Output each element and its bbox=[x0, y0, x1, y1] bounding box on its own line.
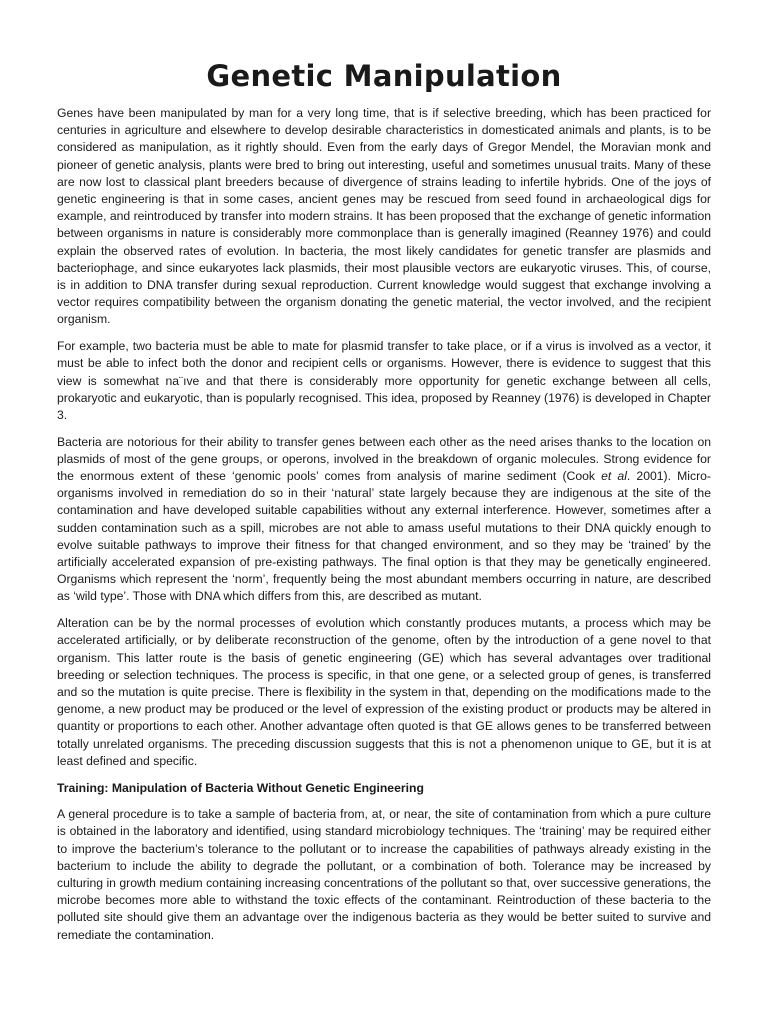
paragraph-3 bbox=[57, 434, 711, 606]
page-title: Genetic Manipulation bbox=[206, 59, 562, 93]
section-heading: Training: Manipulation of Bacteria Without Genetic Engineering bbox=[57, 780, 424, 795]
paragraph-2: For example, two bacteria must be able to mate for plasmid transfer to take place, or if a virus is involved as a vector, it must be able to infect both the donor and recipient cells or organisms. However, there is evidence to suggest that this view is somewhat na¨ıve and that there is considerably more opportunity for genetic exchange between all cells, prokaryotic and eukaryotic, than is popularly recognised. This idea, proposed by Reanney (1976) is developed in Chapter 3. bbox=[57, 339, 711, 422]
paragraph-4: Alteration can be by the normal processes of evolution which constantly produces mutants, a process which may be accelerated artificially, or by deliberate reconstruction of the genome, often by the introduction of a gene novel to that organism. This latter route is the basis of genetic engineering (GE) which has several advantages over traditional breeding or selection techniques. The process is specific, in that one gene, or a selected group of genes, is transferred and so the mutation is quite precise. There is flexibility in the system in that, depending on the modifications made to the genome, a new product may be produced or the level of expression of the existing product or products may be altered in quantity or proportions to each other. Another advantage often quoted is that GE allows genes to be transferred between totally unrelated organisms. The preceding discussion suggests that this is not a phenomenon unique to GE, but it is at least defined and specific. bbox=[57, 616, 711, 768]
paragraph-3-text-b: . 2001). Micro-organisms involved in remediation do so in their ‘natural’ state largely because they are indigenous at the site of the contamination and have developed suitable capabilities without any external interference. However, sometimes after a sudden contamination such as a spill, microbes are not able to amass useful mutations to their DNA quickly enough to evolve suitable pathways to improve their fitness for that changed environment, and so they may be ‘trained’ by the artificially accelerated expansion of pre-existing pathways. The final option is that they may be genetically engineered. Organisms which represent the ‘norm’, frequently being the most abundant members occurring in nature, are described as ‘wild type’. Those with DNA which differs from this, are described as mutant. bbox=[57, 469, 711, 604]
paragraph-1: Genes have been manipulated by man for a very long time, that is if selective breeding, which has been practiced for centuries in agriculture and elsewhere to develop desirable characteristics in domesticated animals and plants, is to be considered as manipulation, as it rightly should. Even from the early days of Gregor Mendel, the Moravian monk and pioneer of genetic analysis, plants were bred to bring out interesting, useful and sometimes unusual traits. Many of these are now lost to classical plant breeders because of divergence of strains leading to infertile hybrids. One of the joys of genetic engineering is that in some cases, ancient genes may be rescued from seed found in archaeological digs for example, and reintroduced by transfer into modern strains. It has been proposed that the exchange of genetic information between organisms in nature is considerably more commonplace than is generally imagined (Reanney 1976) and could explain the observed rates of evolution. In bacteria, the most likely candidates for genetic transfer are plasmids and bacteriophage, and since eukaryotes lack plasmids, their most plausible vectors are eukaryotic viruses. This, of course, is in addition to DNA transfer during sexual reproduction. Current knowledge would suggest that exchange involving a vector requires compatibility between the organism donating the genetic material, the vector involved, and the recipient organism. bbox=[57, 106, 711, 327]
document-page bbox=[57, 56, 711, 953]
citation-et-al: et al bbox=[601, 469, 627, 484]
paragraph-5: A general procedure is to take a sample of bacteria from, at, or near, the site of contamination from which a pure culture is obtained in the laboratory and identified, using standard microbiology techniques. The ‘training’ may be required either to improve the bacterium’s tolerance to the pollutant or to increase the capabilities of pathways already existing in the bacterium to include the ability to degrade the pollutant, or a combination of both. Tolerance may be increased by culturing in growth medium containing increasing concentrations of the pollutant so that, over successive generations, the microbe becomes more able to withstand the toxic effects of the contaminant. Reintroduction of these bacteria to the polluted site should give them an advantage over the indigenous bacteria as they would be better suited to survive and remediate the contamination. bbox=[57, 807, 711, 942]
paragraph-3-text-a: Bacteria are notorious for their ability to transfer genes between each other as the need arises thanks to the location on plasmids of most of the gene groups, or operons, involved in the breakdown of organic molecules. Strong evidence for the enormous extent of these ‘genomic pools’ comes from analysis of marine sediment (Cook bbox=[57, 434, 711, 484]
